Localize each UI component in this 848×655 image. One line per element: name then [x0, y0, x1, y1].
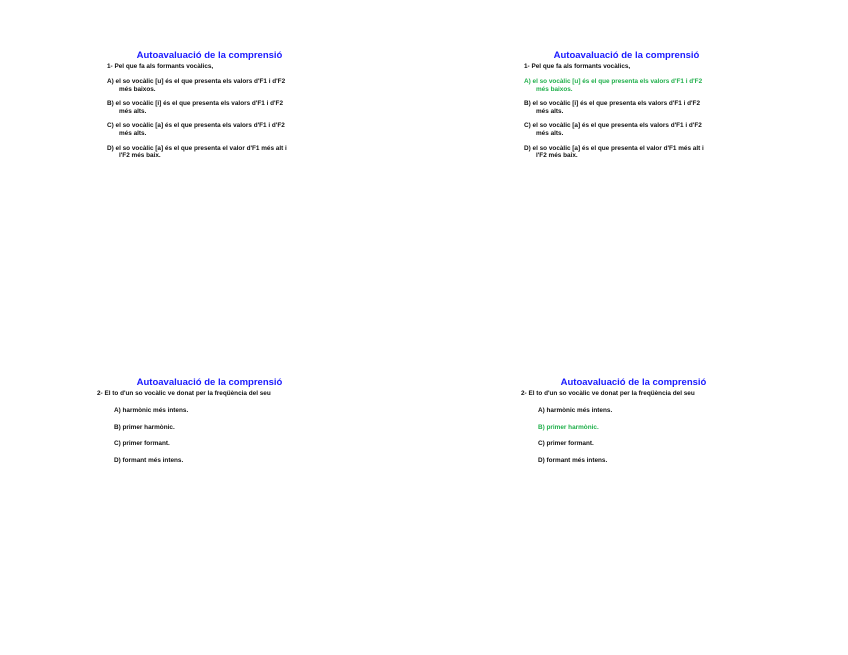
slide-title: Autoavaluació de la comprensió	[553, 50, 700, 61]
option-d: D) formant més intens.	[538, 456, 608, 464]
slide-q1	[107, 50, 367, 160]
option-c: C) primer formant.	[538, 440, 594, 448]
option-b: B) el so vocàlic [i] és el que presenta els valors d'F1 i d'F2 més alts.	[107, 100, 284, 115]
slide-title: Autoavaluació de la comprensió	[560, 377, 707, 388]
question-text: 1- Pel que fa als formants vocàlics,	[524, 63, 631, 70]
option-a: A) harmònic més intens.	[114, 407, 189, 414]
option-d: D) el so vocàlic [a] és el que presenta el valor d'F1 més alt i l'F2 més baix.	[524, 144, 704, 160]
slide-title: Autoavaluació de la comprensió	[136, 50, 283, 61]
option-a: A) harmònic més intens.	[538, 407, 613, 414]
option-c: C) primer formant.	[114, 440, 170, 448]
option-d: D) el so vocàlic [a] és el que presenta el valor d'F1 més alt i l'F2 més baix.	[107, 144, 287, 160]
question-text: 2- El to d'un so vocàlic ve donat per la freqüència del seu	[521, 390, 695, 397]
option-a-correct: A) el so vocàlic [u] és el que presenta els valors d'F1 i d'F2 més baixos.	[524, 78, 703, 93]
slide-q2-answer	[521, 377, 781, 464]
option-a: A) el so vocàlic [u] és el que presenta els valors d'F1 i d'F2 més baixos.	[107, 78, 286, 93]
slide-title: Autoavaluació de la comprensió	[136, 377, 283, 388]
option-d: D) formant més intens.	[114, 456, 184, 464]
option-c: C) el so vocàlic [a] és el que presenta els valors d'F1 i d'F2 més alts.	[107, 122, 285, 137]
question-text: 1- Pel que fa als formants vocàlics,	[107, 63, 214, 70]
option-b-correct: B) primer harmònic.	[538, 423, 599, 431]
option-c: C) el so vocàlic [a] és el que presenta els valors d'F1 i d'F2 més alts.	[524, 122, 702, 137]
slide-q2	[97, 377, 357, 464]
option-b: B) el so vocàlic [i] és el que presenta els valors d'F1 i d'F2 més alts.	[524, 100, 701, 115]
slide-q1-answer	[524, 50, 784, 160]
question-text: 2- El to d'un so vocàlic ve donat per la freqüència del seu	[97, 390, 271, 397]
option-b: B) primer harmònic.	[114, 423, 175, 431]
